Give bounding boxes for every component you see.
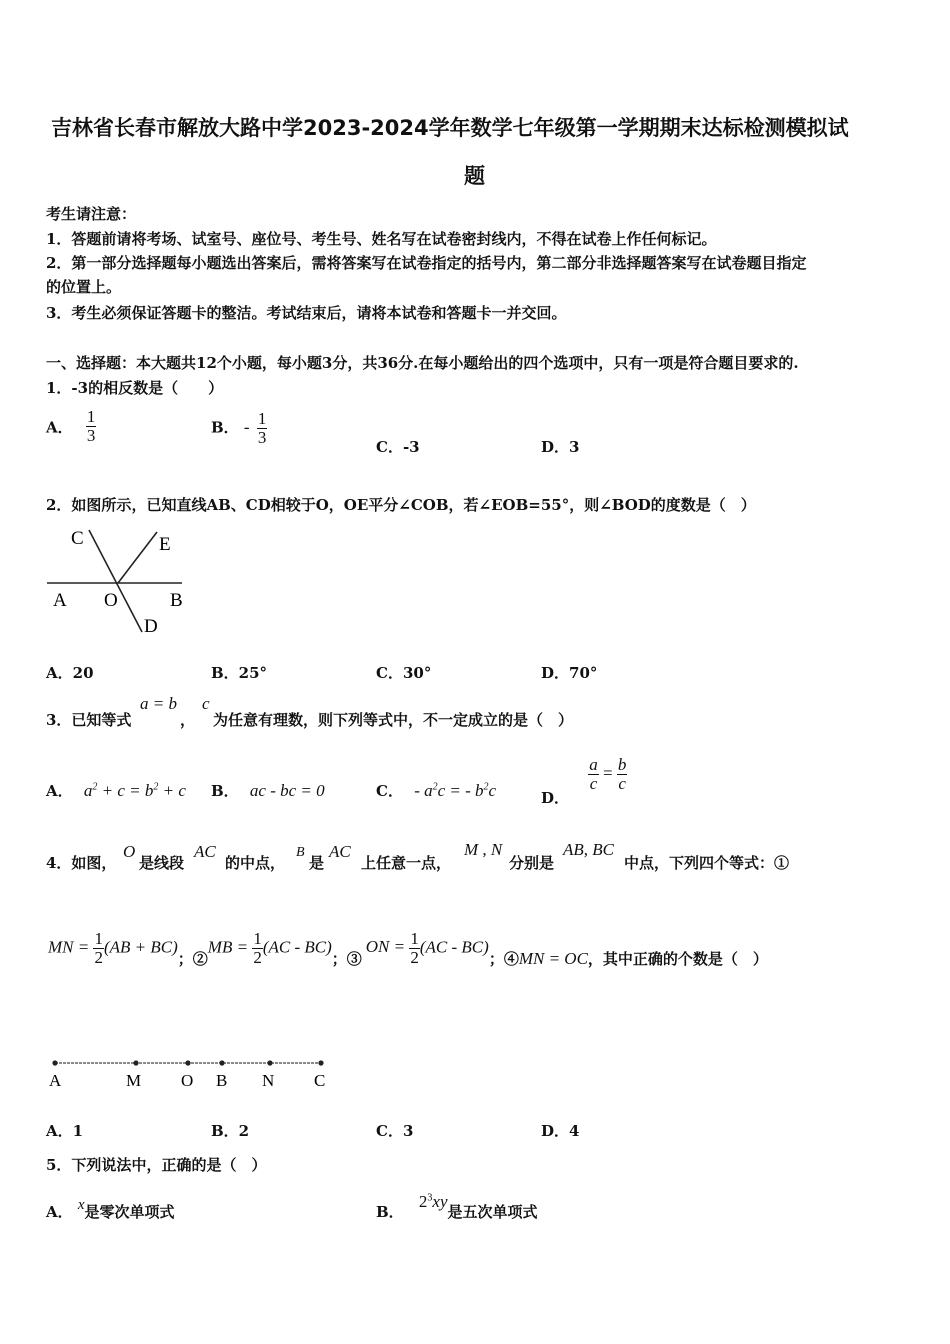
q3-comma: ， — [180, 711, 196, 729]
option-label: A． — [46, 1203, 73, 1221]
notice-item: 2．第一部分选择题每小题选出答案后，需将答案写在试卷指定的括号内，第二部分非选择题答案写在试卷题目指定 — [46, 254, 807, 272]
option-value: 3 — [569, 438, 580, 456]
q4-var: AC — [329, 842, 351, 861]
q3-var-c: c — [202, 694, 210, 713]
exponent: 3 — [427, 1192, 433, 1204]
expression: - $a^2c$ = - $b^2c$ — [414, 781, 497, 800]
expression: ac - bc = 0 — [249, 781, 325, 800]
notice-item: 1．答题前请将考场、试室号、座位号、考生号、姓名写在试卷密封线内，不得在试卷上作任何标记。 — [46, 230, 717, 248]
q3-option-a — [46, 780, 186, 801]
q5-option-b — [376, 1192, 538, 1222]
variables: xy — [432, 1192, 448, 1211]
point-m — [133, 1060, 138, 1065]
q4-line-figure — [44, 1054, 344, 1094]
equation-lhs: ON = — [365, 937, 410, 957]
option-label: B． — [211, 782, 239, 800]
label-o: O — [181, 1071, 194, 1090]
q3-option-c — [376, 780, 496, 801]
numerator: 1 — [257, 409, 267, 428]
q2-option-d: D．70° — [541, 664, 598, 682]
option-label: C． — [376, 782, 403, 800]
notice-item: 的位置上。 — [46, 278, 122, 296]
equation-rhs: (AC - BC) — [262, 937, 332, 957]
denominator: 2 — [94, 947, 103, 967]
numerator: 1 — [410, 929, 419, 948]
numerator: 1 — [94, 929, 103, 948]
q5-option-a — [46, 1197, 175, 1222]
label-e: E — [159, 534, 171, 555]
q4-var: M , N — [464, 840, 503, 859]
separator: ；② — [177, 950, 208, 969]
denominator: c — [618, 773, 626, 793]
q4-option-c: C．3 — [376, 1122, 414, 1140]
ray-oe — [118, 532, 157, 583]
q4-stem-part: 是线段 — [139, 854, 185, 872]
q4-var: B — [296, 845, 305, 860]
label-n: N — [262, 1071, 275, 1090]
q4-var: AC — [194, 842, 216, 861]
label-o: O — [104, 590, 118, 611]
page-title: 吉林省长春市解放大路中学2023-2024学年数学七年级第一学期期末达标检测模拟试 — [51, 116, 849, 140]
q4-option-a: A．1 — [46, 1122, 84, 1140]
option-label: D． — [541, 438, 570, 456]
separator: ；③ — [331, 950, 362, 969]
q2-stem: 2．如图所示，已知直线AB、CD相较于O，OE平分∠COB，若∠EOB=55°，则∠BOD的度数是（ ） — [46, 496, 756, 514]
label-m: M — [126, 1071, 142, 1090]
numerator: b — [617, 755, 627, 774]
notice-heading: 考生请注意： — [46, 205, 137, 223]
expression: $a^2 + c = b^2 + c$ — [83, 781, 186, 800]
point-n — [267, 1060, 272, 1065]
q4-stem-part: 分别是 — [509, 854, 555, 872]
point-a — [52, 1060, 57, 1065]
option-label: A． — [46, 782, 73, 800]
label-b: B — [216, 1071, 228, 1090]
q3-equation: a = b — [140, 694, 177, 713]
equation: MN = OC — [518, 949, 588, 969]
q4-equations — [48, 930, 768, 967]
label-a: A — [53, 590, 67, 611]
fraction — [617, 756, 628, 793]
q4-option-b: B．2 — [211, 1122, 250, 1140]
q1-option-c — [376, 436, 420, 457]
denominator: 3 — [86, 425, 96, 445]
q4-stem-part: 上任意一点， — [361, 854, 452, 872]
denominator: 2 — [410, 947, 419, 967]
fraction-half — [252, 930, 263, 967]
equation-rhs: (AC - BC) — [419, 937, 489, 957]
point-b — [219, 1060, 224, 1065]
point-o — [185, 1060, 190, 1065]
q1-stem: 1．-3的相反数是（ ） — [46, 379, 224, 397]
label-c: C — [71, 528, 84, 549]
base: 2 — [418, 1192, 428, 1211]
q4-stem-part: 是 — [309, 854, 325, 872]
option-label: B． — [376, 1203, 404, 1221]
q3-stem-end: 为任意有理数，则下列等式中，不一定成立的是（ ） — [213, 711, 574, 729]
equation-lhs: MN = — [48, 937, 94, 957]
q3-option-b — [211, 780, 325, 801]
option-label: A． — [46, 418, 73, 437]
q5-stem: 5．下列说法中，正确的是（ ） — [46, 1156, 267, 1174]
q3-option-d — [541, 755, 627, 808]
variable-x: x — [77, 1197, 85, 1213]
equation-lhs: MB = — [207, 937, 253, 957]
q4-stem-part: 中点，下列四个等式：① — [624, 854, 790, 872]
equals-sign: = — [598, 763, 617, 783]
q4-var: AB, BC — [563, 840, 614, 859]
fraction-half — [409, 930, 420, 967]
q1-option-d — [541, 436, 579, 457]
line-cd — [89, 530, 142, 632]
option-text: 是五次单项式 — [447, 1203, 538, 1221]
notice-item: 3．考生必须保证答题卡的整洁。考试结束后，请将本试卷和答题卡一并交回。 — [46, 304, 567, 322]
q1-option-a — [46, 407, 96, 447]
question-tail: ，其中正确的个数是（ ） — [587, 950, 768, 969]
numerator: 1 — [86, 407, 96, 426]
q4-stem-part: 4．如图， — [46, 854, 117, 872]
q2-figure — [44, 524, 194, 639]
numerator: a — [589, 755, 598, 774]
q4-stem-part: 的中点， — [225, 854, 286, 872]
numerator: 1 — [253, 929, 262, 948]
point-c — [318, 1060, 323, 1065]
label-d: D — [144, 616, 158, 637]
option-value: -3 — [402, 438, 420, 456]
q2-option-b: B．25° — [211, 664, 268, 682]
label-a: A — [49, 1071, 62, 1090]
denominator: 3 — [257, 427, 267, 447]
fraction — [588, 756, 599, 793]
q1-option-b — [211, 410, 267, 447]
fraction — [86, 408, 97, 445]
section-heading: 一、选择题：本大题共12个小题，每小题3分，共36分.在每小题给出的四个选项中，只有一项是符合题目要求的. — [46, 354, 799, 372]
fraction — [257, 410, 268, 447]
q2-option-c: C．30° — [376, 664, 432, 682]
page-title-continued: 题 — [464, 164, 485, 188]
label-b: B — [170, 590, 183, 611]
q2-option-a: A．20 — [46, 664, 94, 682]
separator: ；④ — [488, 950, 519, 969]
equation-rhs: (AB + BC) — [103, 937, 178, 957]
label-c: C — [314, 1071, 326, 1090]
q4-option-d: D．4 — [541, 1122, 580, 1140]
q4-var: O — [123, 842, 136, 861]
fraction-half — [93, 930, 104, 967]
denominator: c — [589, 773, 598, 793]
minus-sign: - — [243, 417, 250, 437]
monomial — [419, 1192, 448, 1211]
option-label: D． — [541, 789, 570, 808]
q3-stem-start: 3．已知等式 — [46, 711, 132, 729]
option-label: C． — [376, 438, 403, 456]
option-label: B． — [211, 418, 239, 437]
option-text: 是零次单项式 — [84, 1203, 175, 1221]
denominator: 2 — [253, 947, 262, 967]
